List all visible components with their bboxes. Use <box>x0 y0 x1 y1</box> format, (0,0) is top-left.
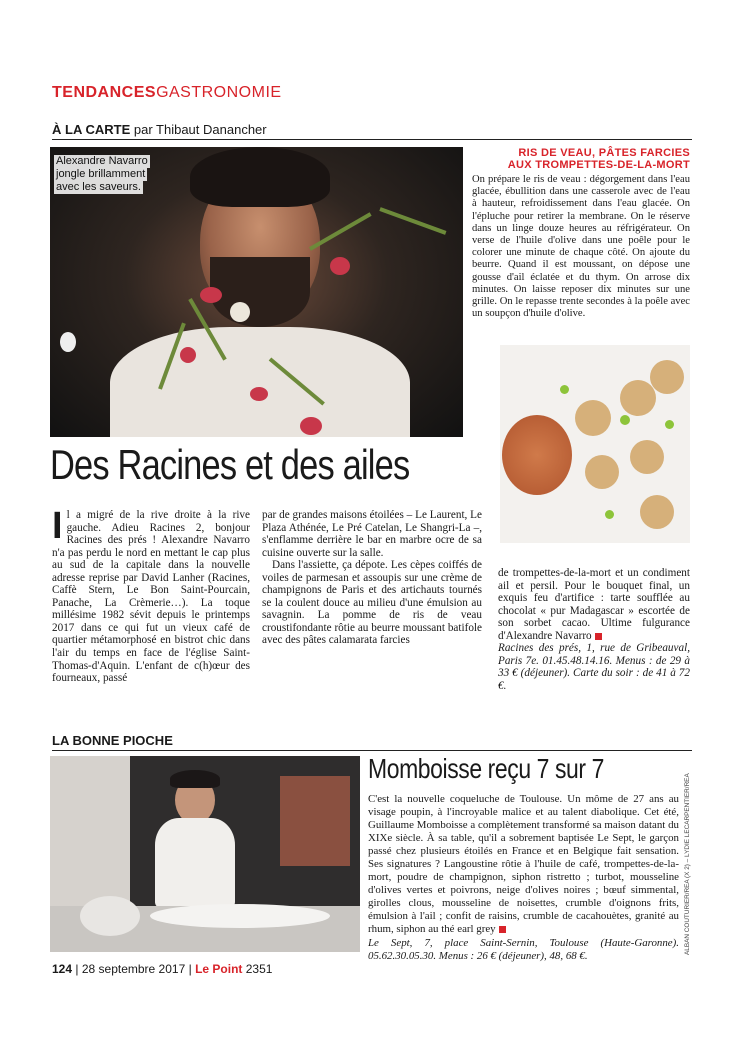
issue-date: 28 septembre 2017 <box>81 962 186 976</box>
page-number: 124 <box>52 962 73 976</box>
recipe-title-line: RIS DE VEAU, PÂTES FARCIES <box>518 147 690 159</box>
article-column-3 <box>498 567 690 692</box>
rubric-label: À LA CARTE <box>52 122 131 137</box>
restaurant-info: Racines des prés, 1, rue de Gribeauval, Paris 7e. 01.45.48.14.16. Menus : de 29 à 33 € (déjeuner). Carte du soir : de 41 à 72 €. <box>498 642 690 692</box>
recipe-title <box>472 147 690 171</box>
photo-credit: ALBAN COUTURIER/REA (X 2) – LYDIE LECARPENTIER/REA <box>684 773 691 955</box>
separator: | <box>75 962 79 976</box>
article-2-body <box>368 793 679 963</box>
paragraph: C'est la nouvelle coqueluche de Toulouse. Un môme de 27 ans au visage poupin, à l'incroyable malice et au talent diabolique. Cet été, Guillaume Momboisse a complètement transformé sa maison datant du XIXe siècle. À sa table, qu'il a sobrement baptisée Le Sept, le garçon passé chez plusieurs étoilés en France et en Belgique fait sensation. Ses signatures ? Langoustine rôtie à l'huile de café, trompettes-de-la-mort, poudre de champignon, siphon ristretto ; turbot, mousseline d'olives vertes et poivrons, neige d'olives noires ; bœuf simmental, girolles clous, mousseline de noisettes, crumble d'oignons frits, émulsion à l'ail ; confit de raisins, crumble de cacahouètes, granité au rhum, siphon au thé earl grey <box>368 793 679 936</box>
article-column-2 <box>262 509 482 647</box>
separator: | <box>188 962 192 976</box>
paragraph: de trompettes-de-la-mort et un condiment ail et persil. Pour le bouquet final, un exquis feu d'artifice : tarte soufflée au chocolat « pur Madagascar » escortée de son sorbet cacao. Ultime fulgurance d'Alexandre Navarro <box>498 567 690 642</box>
paragraph: l a migré de la rive droite à la rive gauche. Adieu Racines 2, bonjour Racines des prés ! Alexandre Navarro n'a pas perdu le nord en mettant le cap plus au sud de la capitale dans la nouvelle adresse reprise par David Lanher (Racines, Caffè Stern, Le Bon Saint-Pourcain, Panache, La Crèmerie…). La toque millésime 1982 sévit depuis le printemps 2017 dans ce qui fut un vieux café de quartier métamorphosé en bistrot chic dans l'air du temps en face de l'église Saint-Thomas-d'Aquin. L'enfant de c(h)œur des fourneaux, passé <box>52 509 250 685</box>
section-header <box>52 84 282 102</box>
caption-line: avec les saveurs. <box>56 181 141 193</box>
paragraph: par de grandes maisons étoilées – Le Laurent, Le Plaza Athénée, Le Pré Catelan, Le Shangri-La –, s'enflamme derrière le bar en marbre ocre de sa cuisine ouverte sur la salle. <box>262 509 482 559</box>
issue-number: 2351 <box>245 962 273 976</box>
article-column-1 <box>52 505 250 685</box>
rubric-label-2: LA BONNE PIOCHE <box>52 733 173 748</box>
photo-caption <box>54 155 150 194</box>
end-mark-icon <box>499 926 506 933</box>
end-mark-icon <box>595 633 602 640</box>
article-headline: Des Racines et des ailes <box>50 441 410 488</box>
caption-line: Alexandre Navarro <box>56 155 148 167</box>
rubric-author: par Thibaut Danancher <box>133 122 267 137</box>
article-headline-2: Momboisse reçu 7 sur 7 <box>368 753 604 784</box>
page-footer <box>52 962 272 976</box>
magazine-brand: Le Point <box>195 962 243 976</box>
caption-line: jongle brillamment <box>56 168 146 180</box>
dish-photo <box>500 345 690 543</box>
paragraph: Dans l'assiette, ça dépote. Les cèpes coiffés de voiles de parmesan et assoupis sur une crème de champignons de Paris et des artichauts tournés se la coulent douce au milieu d'une émulsion au savagnin. La pomme de ris de veau croustifondante rôtie au beurre moussant batifole avec des pâtes calamarata farcies <box>262 559 482 647</box>
rubric-bar-2 <box>52 733 692 751</box>
dropcap: I <box>52 505 63 547</box>
recipe-title-line: AUX TROMPETTES-DE-LA-MORT <box>507 159 690 171</box>
section-name: GASTRONOMIE <box>156 84 282 101</box>
recipe-body: On prépare le ris de veau : dégorgement dans l'eau glacée, ébullition dans une casserole avec de l'eau à hauteur, refroidissement dans l'eau glacée. On l'épluche pour retirer la membrane. On le réserve dans un linge douze heures au réfrigérateur. On verse de l'huile d'olive dans une poêle pour le colorer une minute de chaque côté. On ajoute du beurre. Quand il est moussant, on dépose une gousse d'ail éclatée et du thym. On arrose dix minutes. On laisse reposer dix minutes sur une grille. On le repasse trente secondes à la poêle avec un soupçon d'huile d'olive. <box>472 174 690 320</box>
restaurant-info-2: Le Sept, 7, place Saint-Sernin, Toulouse (Haute-Garonne). 05.62.30.05.30. Menus : 26 € (déjeuner), 48, 68 €. <box>368 936 679 962</box>
rubric-bar <box>52 122 692 140</box>
chef-photo-2 <box>50 756 360 952</box>
section-tag: TENDANCES <box>52 84 157 101</box>
